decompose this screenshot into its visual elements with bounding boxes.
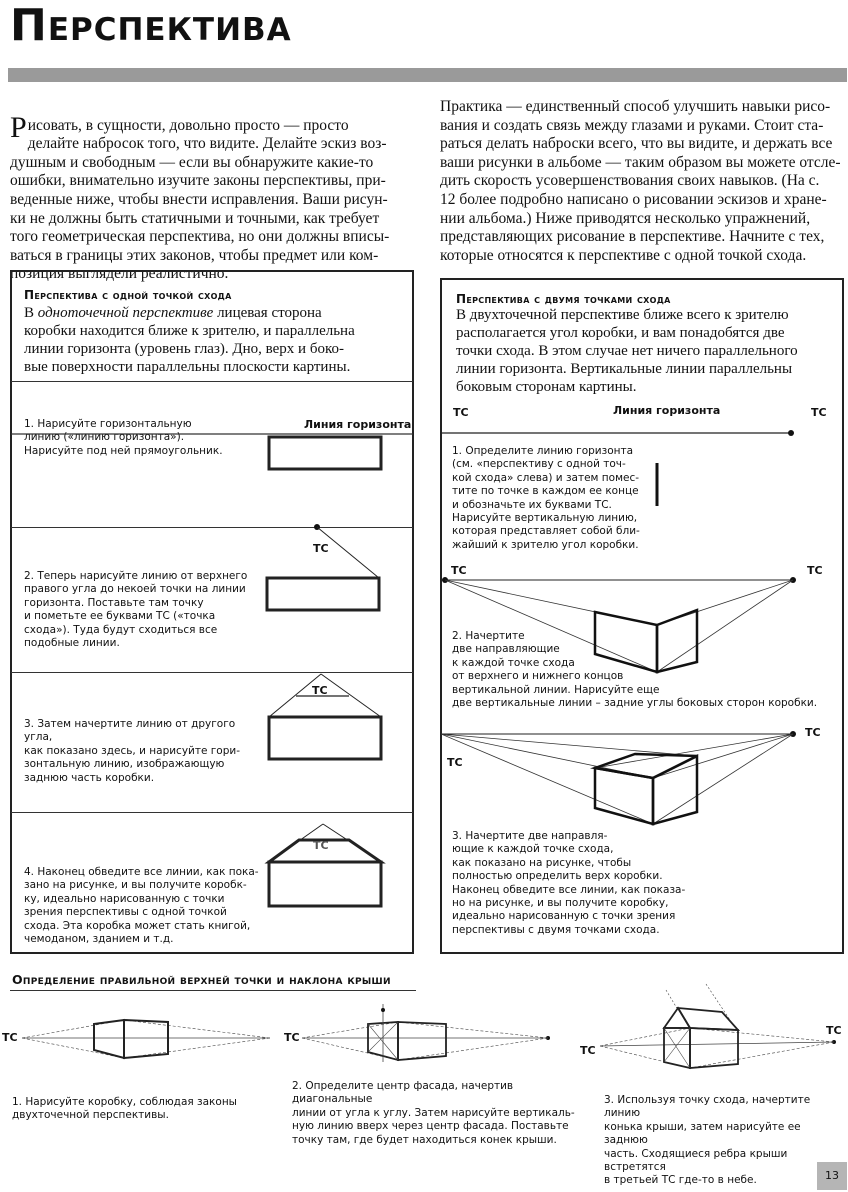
one-point-intro-em: одноточечной перспективе (37, 305, 214, 321)
one-point-step-3: 3. Затем начертите линию от другого угла, как показано здесь, и нарисуйте гори- зонтальную линию, изображающую заднюю часть коробки. (24, 718, 240, 784)
roof-slope (678, 1008, 738, 1030)
title-bar (8, 68, 847, 82)
one-point-step-4: 4. Наконец обведите все линии, как пока- зано на рисунке, и вы получите коробк- ку, идеально нарисованную с точки зрения перспективы с одной точкой схода. Эта коробка может стать книгой, чемоданом, зданием и т.д. (24, 866, 259, 946)
vp-label-right: ТС (807, 564, 823, 577)
front-rectangle (269, 862, 381, 906)
one-point-intro-a: В (24, 305, 38, 321)
guide-line (398, 1038, 548, 1060)
vp-label: ТС (2, 1031, 18, 1044)
roof-figure-3 (580, 980, 848, 1080)
guide-line (653, 734, 793, 824)
front-rectangle (269, 437, 381, 469)
vp-label: ТС (284, 1031, 300, 1044)
vp-label-left: ТС (580, 1044, 596, 1057)
roof-gable (664, 1008, 690, 1028)
guide-line (22, 1038, 124, 1058)
one-point-figure-4 (11, 812, 413, 952)
roof-step-1: 1. Нарисуйте коробку, соблюдая законы двухточечной перспективы. (12, 1096, 237, 1122)
guide-line (595, 734, 793, 768)
guide-line (690, 1028, 834, 1042)
roof-figure-2 (280, 1000, 580, 1080)
vp-label: ТС (312, 684, 328, 697)
one-point-figure-1 (11, 382, 413, 532)
horizon-line (600, 1042, 834, 1046)
intro-right: Практика — единственный способ улучшить навыки рисо- вания и создать связь между глазами и руками. Стоит ста- раться делать наброски всего, что вы видите, и держать все ваши рисунки в альбоме — таким образом вы можете отсле- дить скорость усовершенствования своих навыков. (На с. 12 более подробно написано о рисовании эскизов и хране- нии альбома.) Ниже приводятся несколько упражнений, представляющих рисование в перспективе. Начните с тех, которые относятся к перспективе с одной точкой схода. (440, 98, 841, 264)
one-point-figure-2 (11, 520, 413, 670)
guide-line (124, 1038, 270, 1058)
guide-line (690, 1042, 834, 1068)
roof-figure-1 (0, 1000, 280, 1080)
guide-line (302, 1022, 398, 1038)
box-top (595, 754, 697, 778)
guide-line (600, 1028, 690, 1046)
front-rectangle (269, 717, 381, 759)
one-point-horizon-label: Линия горизонта (304, 418, 412, 431)
two-point-step-1: 1. Определите линию горизонта (см. «перспективу с одной точ- кой схода» слева) и затем помес- тите по точке в каждом ее конце и обозначьте их буквами ТС. Нарисуйте вертикальную линию, которая представляет собой бли- жайший к зрителю угол коробки. (452, 445, 640, 551)
guide-line (398, 1022, 548, 1038)
two-point-step-2: 2. Начертите две направляющие к каждой точке схода от верхнего и нижнего концов вертикальной линии. Нарисуйте еще две вертикальные линии – задние углы боковых сторон коробки. (452, 630, 818, 710)
two-point-step-3: 3. Начертите две направля- ющие к каждой точке схода, как показано на рисунке, чтобы полностью определить верх коробки. Наконец обведите все линии, как показа- но на рисунке, и вы получите коробку, идеально нарисованную с точки зрения перспективы с двумя точками схода. (452, 830, 686, 936)
vp-label-left: ТС (453, 406, 469, 419)
vanishing-point (788, 430, 794, 436)
page-title: Перспектива (10, 0, 292, 51)
vp-label-right: ТС (811, 406, 827, 419)
vp-label-left: ТС (451, 564, 467, 577)
roof-heading: Определение правильной верхней точки и наклона крыши (12, 972, 391, 987)
page-number: 13 (817, 1162, 847, 1190)
box-left-side (595, 768, 653, 824)
one-point-step-1: 1. Нарисуйте горизонтальную линию («линию горизонта»). Нарисуйте под ней прямоугольник. (24, 418, 223, 457)
vp-label-left: ТС (447, 756, 463, 769)
guide-line (124, 1020, 270, 1038)
roof-step-3: 3. Используя точку схода, начертите линию конька крыши, затем нарисуйте ее заднюю часть. Сходящиеся ребра крыши встретятся в третьей ТС где-то в небе. (604, 1094, 811, 1187)
vp-label: ТС (313, 839, 329, 852)
one-point-intro (24, 304, 392, 376)
one-point-step-2: 2. Теперь нарисуйте линию от верхнего правого угла до некоей точки на линии горизонта. Поставьте там точку и пометьте ее буквами ТС («точка схода»). Туда будут сходиться все подобные линии. (24, 570, 248, 650)
guide-line (441, 734, 697, 756)
horizon-label: Линия горизонта (613, 404, 721, 417)
box-left-side (94, 1020, 124, 1058)
one-point-intro-b: лицевая сторона коробки находится ближе к зрителю, и параллельна линии горизонта (уровень глаз). Дно, верх и боко- вые поверхности параллельны плоскости картины. (24, 305, 355, 375)
intro-left (10, 98, 410, 284)
vp-label-right: ТС (826, 1024, 842, 1037)
two-point-heading: Перспектива с двумя точками схода (456, 292, 671, 306)
roof-edge-guide (706, 984, 730, 1020)
vp-label: ТС (313, 542, 329, 555)
guide-line (441, 734, 653, 824)
roof-heading-rule (10, 990, 416, 991)
intro-left-text: исовать, в сущности, довольно просто — просто делайте набросок того, что видите. Делайте эскиз воз- душным и свободным — если вы обнаружите какие-то ошибки, внимательно изучите законы перспективы, при- веденные ниже, чтобы внести исправления. Ваши рисун- ки не должны быть статичными и точными, как требует того геометрическая перспектива, но они должны вписы- ваться в границы этих законов, чтобы предмет или ком- позиция выглядели реалистично. (10, 116, 390, 283)
box-right-side (690, 1028, 738, 1068)
two-point-figure-3 (441, 720, 843, 840)
roof-edge-guide (666, 990, 678, 1010)
roof-step-2: 2. Определите центр фасада, начертив диагональные линии от угла к углу. Затем нарисуйте вертикаль- ную линию вверх через центр фасада. Поставьте точку там, где будет находиться конек крыши. (292, 1080, 575, 1146)
vp-label-right: ТС (805, 726, 821, 739)
drop-cap: Р (10, 110, 27, 144)
ridge-point (381, 1008, 385, 1012)
front-rectangle (267, 578, 379, 610)
one-point-heading: Перспектива с одной точкой схода (24, 288, 232, 302)
box-right-side (124, 1020, 168, 1058)
one-point-figure-3 (11, 672, 413, 812)
two-point-intro: В двухточечной перспективе ближе всего к зрителю располагается угол коробки, и вам понадобятся две точки схода. В этом случае нет ничего параллельного линии горизонта. Вертикальные линии параллельны боковым сторонам картины. (456, 307, 798, 395)
